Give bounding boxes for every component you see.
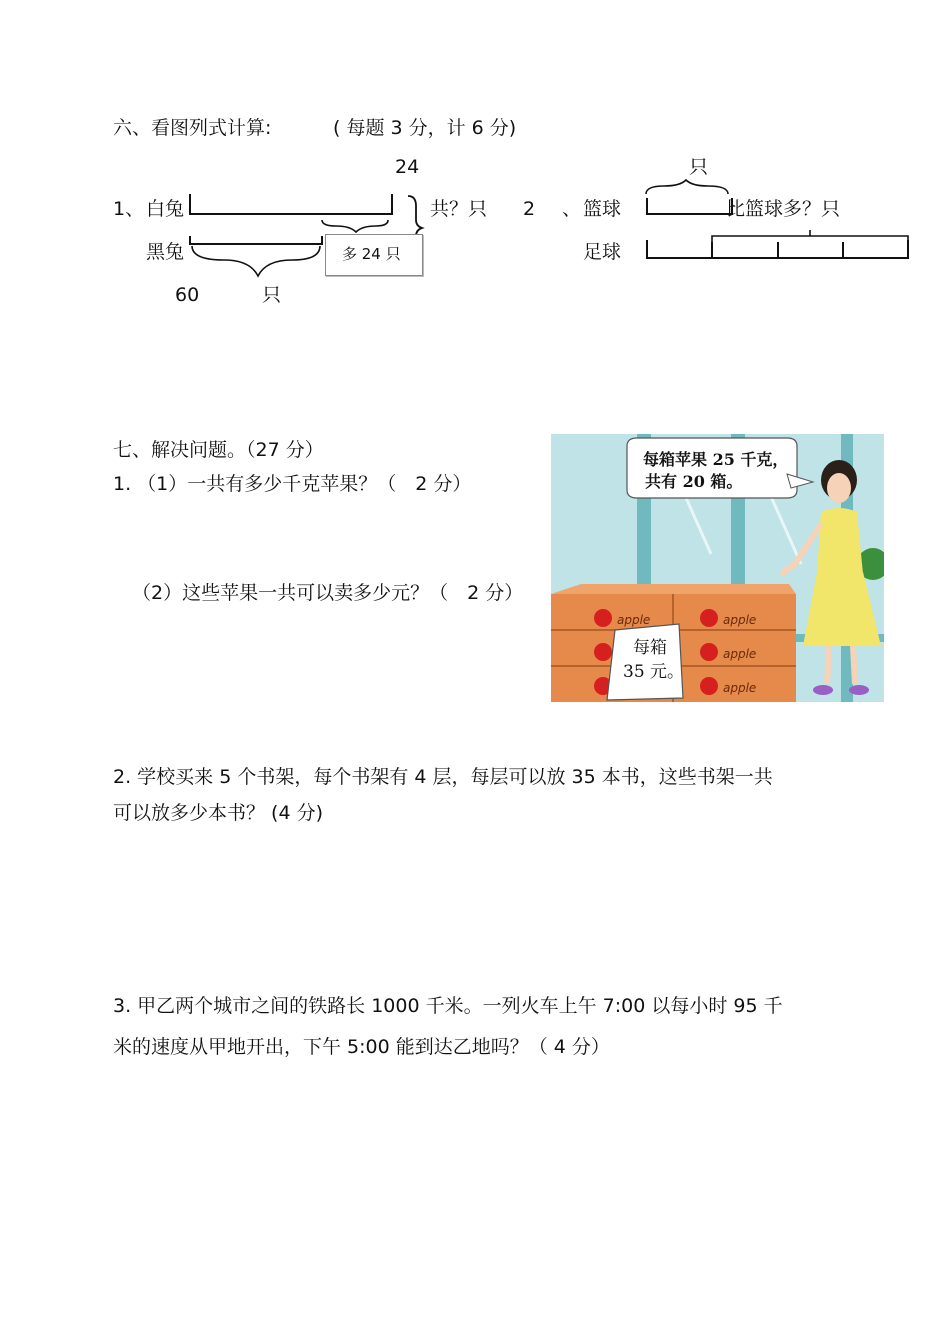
q7-3-line-2: 米的速度从甲地开出，下午 5:00 能到达乙地吗？（ 4 分） bbox=[113, 1036, 610, 1058]
bottom-unit: 只 bbox=[262, 284, 282, 306]
bubble-line-1: 每箱苹果 25 千克， bbox=[643, 450, 789, 469]
section7-title: 七、解决问题。（27 分） bbox=[113, 439, 324, 461]
q7-3-line-1: 3. 甲乙两个城市之间的铁路长 1000 千米。一列火车上午 7:00 以每小时 95 千 bbox=[113, 995, 783, 1017]
basketball-label: 篮球 bbox=[583, 198, 622, 220]
top-number-24: 24 bbox=[395, 156, 420, 178]
crate-brand-1: apple bbox=[617, 613, 651, 627]
bubble-line-2: 共有 20 箱。 bbox=[645, 472, 743, 491]
white-rabbit-label: 白兔 bbox=[146, 198, 185, 220]
crate-brand-3: apple bbox=[723, 647, 757, 661]
section6-title: 六、看图列式计算: bbox=[113, 117, 272, 139]
q7-1-part2: （2）这些苹果一共可以卖多少元？（ 2 分） bbox=[132, 582, 524, 604]
q6-2-separator: 、 bbox=[562, 198, 582, 220]
total-question: 共？只 bbox=[430, 198, 488, 220]
basketball-unit: 只 bbox=[689, 156, 709, 178]
q6-1-number: 1、 bbox=[113, 198, 145, 220]
price-tag-line-1: 每箱 bbox=[633, 638, 667, 658]
price-tag-line-2: 35 元。 bbox=[623, 662, 685, 682]
q7-1-part1: 1. （1）一共有多少千克苹果？（ 2 分） bbox=[113, 473, 472, 495]
football-label: 足球 bbox=[583, 241, 622, 263]
crate-brand-2: apple bbox=[723, 613, 757, 627]
q6-2-line-diagram bbox=[640, 180, 920, 270]
q6-2-number: 2 bbox=[523, 198, 536, 220]
crate-brand-4: apple bbox=[723, 681, 757, 695]
section6-score: ( 每题 3 分，计 6 分) bbox=[333, 117, 517, 139]
q7-2-line-1: 2. 学校买来 5 个书架，每个书架有 4 层，每层可以放 35 本书，这些书架一共 bbox=[113, 766, 773, 788]
black-rabbit-label: 黑兔 bbox=[146, 241, 185, 263]
apple-shop-illustration bbox=[551, 434, 884, 702]
q7-2-line-2: 可以放多少本书？ (4 分) bbox=[113, 802, 323, 824]
bottom-number-60: 60 bbox=[175, 284, 200, 306]
more-24-label: 多 24 只 bbox=[342, 245, 401, 263]
compare-question: 比篮球多？只 bbox=[726, 198, 841, 220]
